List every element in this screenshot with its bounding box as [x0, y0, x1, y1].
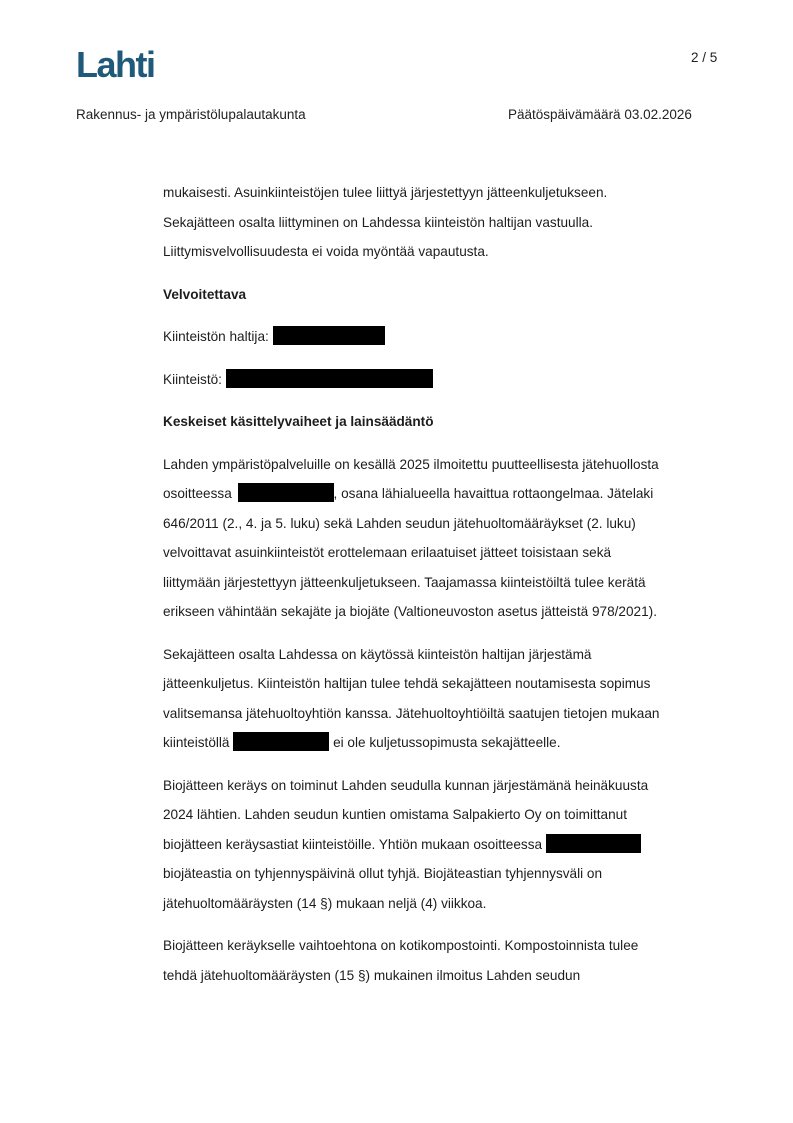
property-holder-label: Kiinteistön haltija:: [163, 329, 269, 344]
text-line: [163, 479, 723, 509]
text-line: erikseen vähintään sekajäte ja biojäte (Valtioneuvoston asetus jätteistä 978/2021).: [163, 604, 657, 619]
text-line: [163, 830, 723, 860]
text-line: Biojätteen keräys on toiminut Lahden seudulla kunnan järjestämänä heinäkuusta: [163, 777, 649, 793]
redacted-holder-name: [273, 326, 385, 345]
lahti-logo: [76, 46, 166, 82]
property-label: Kiinteistö:: [163, 371, 222, 387]
decision-date: Päätöspäivämäärä 03.02.2026: [508, 107, 692, 122]
text-segment: ei ole kuljetussopimusta sekajätteelle.: [333, 735, 561, 750]
text-line: jätteenkuljetus. Kiinteistön haltijan tulee tehdä sekajätteen noutamisesta sopimus: [163, 676, 651, 691]
redacted-address: [546, 834, 641, 853]
text-line: Lahden ympäristöpalveluille on kesällä 2025 ilmoitettu puutteellisesta jätehuollosta: [163, 456, 659, 472]
text-line: [163, 728, 723, 758]
lahti-logo-mark: [76, 46, 166, 82]
document-body: [163, 178, 723, 990]
text-line: liittymään järjestettyyn jätteenkuljetukseen. Taajamassa kiinteistöiltä tulee kerätä: [163, 574, 646, 590]
text-line: Biojätteen keräykselle vaihtoehtona on kotikompostointi. Kompostoinnista tulee: [163, 938, 639, 953]
page-number: 2 / 5: [691, 50, 718, 65]
redacted-property: [226, 369, 433, 388]
text-line: mukaisesti. Asuinkiinteistöjen tulee liittyä järjestettyyn jätteenkuljetukseen.: [163, 185, 608, 200]
text-segment: , osana lähialueella havaittua rottaongelmaa. Jätelaki: [333, 486, 654, 501]
text-segment: osoitteessa: [163, 486, 232, 501]
text-line: Sekajätteen osalta liittyminen on Lahdessa kiinteistön haltijan vastuulla.: [163, 214, 593, 230]
paragraph-3: [163, 771, 723, 919]
redacted-property-name: [233, 732, 329, 751]
paragraph-2: [163, 640, 723, 758]
lahti-logo-text: Lahti: [76, 46, 155, 82]
paragraph-4: [163, 931, 723, 990]
property-row: [163, 365, 723, 395]
intro-paragraph: [163, 178, 723, 267]
redacted-address: [238, 483, 334, 502]
text-line: Liittymisvelvollisuudesta ei voida myöntää vapautusta.: [163, 244, 489, 259]
text-line: 646/2011 (2., 4. ja 5. luku) sekä Lahden seudun jätehuoltomääräykset (2. luku): [163, 515, 636, 531]
text-line: velvoittavat asuinkiinteistöt erottelemaan erilaatuiset jätteet toisistaan sekä: [163, 545, 612, 560]
text-line: valitsemansa jätehuoltoyhtiön kanssa. Jätehuoltoyhtiöiltä saatujen tietojen mukaan: [163, 705, 660, 721]
text-segment: biojätteen keräysastiat kiinteistöille. Yhtiön mukaan osoitteessa: [163, 836, 543, 852]
organization-name: Rakennus- ja ympäristölupalautakunta: [76, 107, 306, 122]
text-line: tehdä jätehuoltomääräysten (15 §) mukainen ilmoitus Lahden seudun: [163, 967, 581, 983]
text-line: jätehuoltomääräysten (14 §) mukaan neljä (4) viikkoa.: [163, 895, 487, 911]
text-segment: kiinteistöllä: [163, 735, 230, 750]
text-line: Sekajätteen osalta Lahdessa on käytössä kiinteistön haltijan järjestämä: [163, 646, 592, 662]
section-heading-velvoitettava: Velvoitettava: [163, 286, 247, 302]
paragraph-1: [163, 450, 723, 627]
text-line: biojäteastia on tyhjennyspäivinä ollut tyhjä. Biojäteastian tyhjennysväli on: [163, 866, 603, 881]
property-holder-row: [163, 322, 723, 352]
section-heading-process: Keskeiset käsittelyvaiheet ja lainsäädäntö: [163, 414, 434, 429]
text-line: 2024 lähtien. Lahden seudun kuntien omistama Salpakierto Oy on toimittanut: [163, 807, 627, 822]
